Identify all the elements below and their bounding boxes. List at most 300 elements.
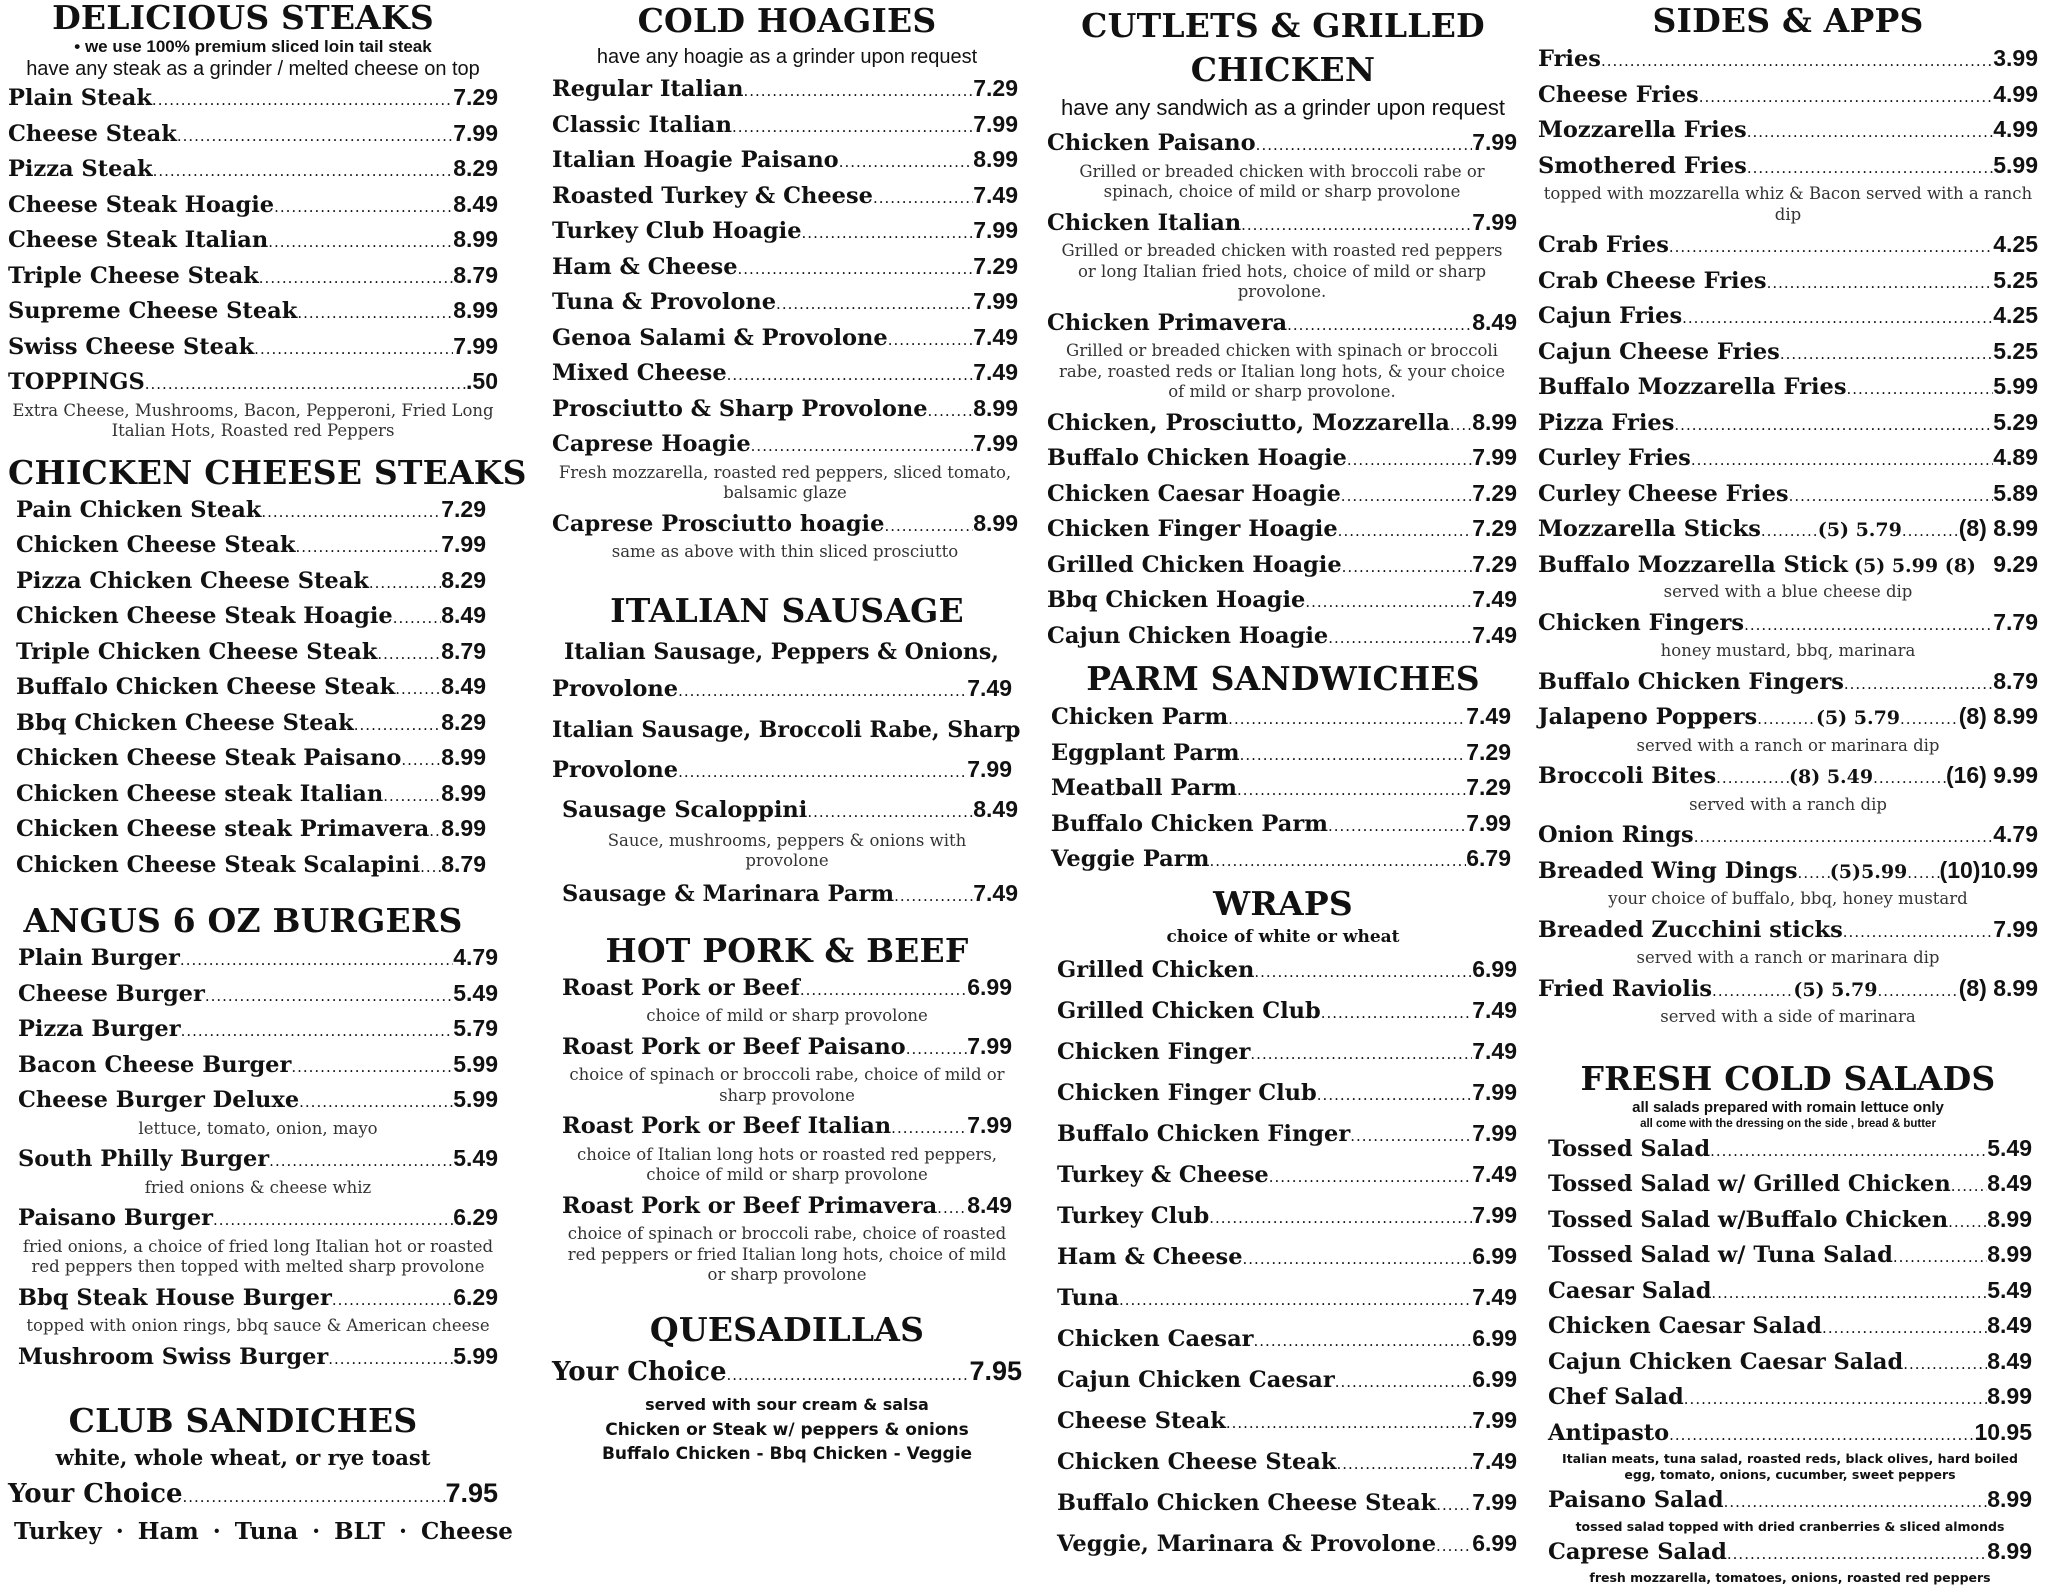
menu-item (1057, 950, 1517, 991)
item-name: Cheese Steak (8, 118, 177, 151)
item-price: 7.29 (1466, 771, 1511, 804)
leader-dots (332, 1284, 453, 1317)
menu-item (1047, 126, 1517, 162)
item-name: Cajun Chicken Hoagie (1047, 620, 1328, 653)
item-name: Cajun Fries (1538, 300, 1682, 333)
item-price: 6.99 (1472, 1319, 1517, 1357)
menu-item (1538, 113, 2038, 149)
leader-dots (1269, 1158, 1473, 1196)
leader-dots (1907, 857, 1939, 890)
leader-dots (678, 673, 967, 709)
item-price: 7.49 (973, 321, 1018, 354)
section-title: SIDES & APPS (1538, 0, 2038, 42)
item-name: Sausage Scaloppini (562, 791, 807, 829)
item-name: Mozzarella Fries (1538, 114, 1747, 147)
section-chicken-cheese-steaks (8, 453, 498, 884)
menu-item (552, 214, 1018, 250)
leader-dots (738, 253, 974, 286)
item-price: 8.29 (441, 564, 486, 597)
item-name: Chicken Caesar Salad (1548, 1310, 1822, 1343)
leader-dots (213, 1204, 453, 1237)
item-price: 10.95 (1974, 1416, 2032, 1449)
menu-item (1548, 1309, 2032, 1345)
item-name: Classic Italian (552, 109, 732, 142)
item-name: Bbq Chicken Cheese Steak (16, 707, 354, 740)
leader-dots (269, 1145, 453, 1178)
menu-item (18, 1142, 498, 1178)
column-2 (552, 0, 1022, 1465)
leader-dots (1209, 1199, 1472, 1237)
item-name: Buffalo Chicken Fingers (1538, 666, 1844, 699)
menu-item (8, 1475, 498, 1515)
menu-item (16, 706, 486, 742)
item-description: served with a blue cheese dip (1538, 582, 2038, 606)
item-price: 4.25 (1993, 299, 2038, 332)
section-subtitle: have any hoagie as a grinder upon request (552, 42, 1022, 72)
item-description: same as above with thin sliced prosciutto (552, 542, 1018, 566)
item-name: Fried Raviolis (1538, 973, 1712, 1006)
item-name: Sausage & Marinara Parm (562, 877, 894, 911)
item-price: 7.99 (973, 214, 1018, 247)
leader-dots (1347, 444, 1472, 477)
section-title: DELICIOUS STEAKS (8, 0, 498, 36)
menu-item (1047, 306, 1517, 342)
menu-item (1538, 913, 2038, 949)
item-price: 7.99 (1472, 1114, 1517, 1152)
menu-item (1538, 441, 2038, 477)
menu-item (1548, 1274, 2032, 1310)
menu-item (1538, 406, 2038, 442)
item-price: (8) 8.99 (1959, 972, 2038, 1005)
leader-dots (1243, 1240, 1473, 1278)
leader-dots (1699, 81, 1994, 114)
item-price: 7.99 (967, 1030, 1012, 1063)
menu-item (1538, 370, 2038, 406)
menu-item (1548, 1132, 2032, 1168)
leader-dots (1669, 1419, 1974, 1452)
leader-dots (254, 333, 453, 366)
section-subtitle: have any steak as a grinder / melted cheese on top (8, 57, 498, 81)
item-name: Fries (1538, 43, 1601, 76)
item-name: Chef Salad (1548, 1381, 1684, 1414)
menu-item (552, 321, 1018, 357)
leader-dots (906, 1033, 968, 1066)
item-options: Buffalo Chicken - Bbq Chicken - Veggie (552, 1443, 1022, 1465)
item-price: 7.29 (973, 72, 1018, 105)
item-description: Grilled or breaded chicken with spinach or broccoli rabe, roasted reds or Italian long hots, & your choice of mild or sharp provolone. (1047, 341, 1517, 406)
leader-dots (1328, 810, 1466, 843)
item-price: 5.49 (1987, 1132, 2032, 1165)
item-price: 6.99 (1472, 1524, 1517, 1562)
item-name: Chicken Italian (1047, 207, 1241, 240)
item-price: 5.29 (1993, 406, 2038, 439)
item-list (562, 971, 1012, 1289)
item-description: served with a side of marinara (1538, 1007, 2038, 1031)
section-quesadillas (552, 1307, 1022, 1465)
section-title: HOT PORK & BEEF (552, 931, 1022, 971)
item-name: Prosciutto & Sharp Provolone (552, 393, 928, 426)
menu-item (1538, 759, 2038, 795)
item-name: Pizza Chicken Cheese Steak (16, 565, 369, 598)
item-price: 8.49 (441, 599, 486, 632)
item-price: 5.49 (453, 1142, 498, 1175)
menu-item (552, 670, 1012, 709)
leader-dots (291, 1051, 453, 1084)
leader-dots (1336, 1445, 1472, 1483)
menu-item (1538, 665, 2038, 701)
item-list (1548, 1132, 2032, 1586)
item-description: your choice of buffalo, bbq, honey mustard (1538, 889, 2038, 913)
item-name: Turkey Club (1057, 1197, 1209, 1235)
leader-dots (1601, 45, 1993, 78)
item-price: 7.49 (973, 179, 1018, 212)
item-price: 8.99 (973, 507, 1018, 540)
item-name: Cajun Cheese Fries (1538, 336, 1780, 369)
item-price: 7.29 (1466, 736, 1511, 769)
item-name: Roast Pork or Beef (562, 972, 800, 1005)
item-price: 5.49 (453, 977, 498, 1010)
item-name: Pain Chicken Steak (16, 494, 261, 527)
item-price: 8.79 (1993, 665, 2038, 698)
item-name: Jalapeno Poppers (1538, 701, 1757, 734)
menu-item (552, 179, 1018, 215)
menu-item (1047, 406, 1517, 442)
menu-item (1538, 78, 2038, 114)
column-3 (1043, 0, 1523, 1565)
item-description: topped with onion rings, bbq sauce & American cheese (18, 1316, 498, 1340)
item-price: 4.79 (453, 941, 498, 974)
section-parm (1043, 658, 1523, 878)
item-name: Grilled Chicken Hoagie (1047, 549, 1342, 582)
leader-dots (1847, 373, 1994, 406)
menu-item (1548, 1483, 2032, 1519)
item-price: 8.29 (441, 706, 486, 739)
leader-dots (377, 638, 441, 671)
menu-item (1057, 1360, 1517, 1401)
leader-dots (1250, 1035, 1472, 1073)
item-price: 7.99 (453, 117, 498, 150)
item-price: 7.99 (973, 108, 1018, 141)
item-name: Tossed Salad (1548, 1133, 1710, 1166)
item-name: Roast Pork or Beef Primavera (562, 1190, 937, 1223)
item-name: Cheese Steak Italian (8, 224, 268, 257)
leader-dots (1843, 916, 1993, 949)
item-name: Veggie Parm (1051, 843, 1209, 876)
item-name: Paisano Burger (18, 1202, 213, 1235)
item-description: Italian meats, tuna salad, roasted reds, black olives, hard boiled egg, tomato, onions, cucumber, sweet peppers (1548, 1451, 2032, 1483)
leader-dots (1119, 1281, 1472, 1319)
item-price: 8.49 (973, 790, 1018, 828)
item-description: Sauce, mushrooms, peppers & onions with provolone (552, 831, 1022, 876)
item-name: Bbq Steak House Burger (18, 1282, 332, 1315)
menu-item (1051, 807, 1511, 843)
item-price: 8.49 (1987, 1345, 2032, 1378)
item-description: tossed salad topped with dried cranberries & sliced almonds (1548, 1519, 2032, 1535)
item-price: 7.99 (967, 751, 1012, 787)
item-price: 7.29 (453, 81, 498, 114)
item-price: 9.29 (1993, 548, 2038, 581)
menu-item (1057, 1114, 1517, 1155)
leader-dots (802, 217, 974, 250)
item-name: Buffalo Mozzarella Stick (1538, 549, 1848, 582)
item-name: Crab Cheese Fries (1538, 265, 1767, 298)
item-description: choice of Italian long hots or roasted red peppers, choice of mild or sharp provolone (562, 1145, 1012, 1189)
item-list (1051, 700, 1511, 878)
leader-dots (295, 531, 441, 564)
item-price: 7.99 (967, 1109, 1012, 1142)
menu-item (1047, 477, 1517, 513)
item-name: Breaded Wing Dings (1538, 855, 1798, 888)
leader-dots (1240, 739, 1467, 772)
leader-dots (1237, 774, 1466, 807)
item-price: 5.25 (1993, 335, 2038, 368)
item-name: Buffalo Mozzarella Fries (1538, 371, 1847, 404)
menu-item (18, 1048, 498, 1084)
item-price: 7.95 (445, 1475, 498, 1511)
item-name: Tuna & Provolone (552, 286, 776, 319)
menu-item (1538, 299, 2038, 335)
item-price: 7.99 (1472, 1483, 1517, 1521)
section-title: FRESH COLD SALADS (1538, 1059, 2038, 1099)
item-name: Roast Pork or Beef Paisano (562, 1031, 906, 1064)
item-price: 8.99 (441, 812, 486, 845)
leader-dots (1241, 209, 1472, 242)
section-title: CHICKEN (1043, 50, 1523, 90)
menu-item (1047, 206, 1517, 242)
item-name: Chicken Caesar Hoagie (1047, 478, 1341, 511)
item-price: 5.99 (1993, 149, 2038, 182)
item-price-small: (5)5.99 (1830, 856, 1907, 889)
leader-dots (182, 1479, 445, 1515)
item-price: 5.99 (453, 1340, 498, 1373)
leader-dots (1341, 480, 1472, 513)
item-name: Tuna (1057, 1279, 1119, 1317)
menu-item (18, 941, 498, 977)
item-name: Turkey Club Hoagie (552, 215, 802, 248)
item-price: 7.99 (1472, 206, 1517, 239)
item-price: 7.29 (1472, 512, 1517, 545)
item-name: Chicken Cheese Steak (16, 529, 295, 562)
item-name: Smothered Fries (1538, 150, 1747, 183)
item-name: Supreme Cheese Steak (8, 295, 297, 328)
menu-item (16, 564, 486, 600)
item-description: served with a ranch or marinara dip (1538, 736, 2038, 760)
menu-item (1548, 1203, 2032, 1239)
item-list (552, 72, 1018, 566)
menu-item (8, 259, 498, 295)
item-name: Cheese Steak Hoagie (8, 189, 274, 222)
section-title: CLUB SANDICHES (8, 1401, 498, 1441)
item-name: Provolone (552, 671, 678, 707)
item-name: Roasted Turkey & Cheese (552, 180, 873, 213)
item-name: Paisano Salad (1548, 1484, 1724, 1517)
leader-dots (839, 146, 974, 179)
item-name: Veggie, Marinara & Provolone (1057, 1525, 1436, 1563)
item-name: Chicken, Prosciutto, Mozzarella (1047, 407, 1450, 440)
item-price: 7.49 (1472, 583, 1517, 616)
section-subtitle: have any sandwich as a grinder upon request (1043, 90, 1523, 126)
item-price: .50 (466, 365, 498, 398)
item-name: Provolone (552, 752, 678, 788)
section-title: CUTLETS & GRILLED (1043, 2, 1523, 50)
item-name: Caprese Prosciutto hoagie (552, 508, 884, 541)
menu-item (1057, 1073, 1517, 1114)
item-price: 7.99 (1466, 807, 1511, 840)
section-title: QUESADILLAS (552, 1307, 1022, 1353)
item-name: Broccoli Bites (1538, 760, 1716, 793)
menu-item (1057, 1237, 1517, 1278)
menu-item (1057, 1155, 1517, 1196)
item-name: Onion Rings (1538, 819, 1694, 852)
item-name: Caesar Salad (1548, 1275, 1711, 1308)
menu-item (16, 848, 486, 884)
leader-dots (1902, 515, 1959, 548)
menu-item (552, 143, 1018, 179)
item-price: 7.49 (1472, 991, 1517, 1029)
leader-dots (1287, 309, 1472, 342)
leader-dots (928, 395, 974, 428)
menu-item (1548, 1167, 2032, 1203)
item-price: 7.99 (973, 427, 1018, 460)
section-sides (1538, 0, 2038, 1031)
leader-dots (1747, 152, 1993, 185)
item-price-small: (5) 5.79 (1818, 514, 1902, 547)
leader-dots (1767, 267, 1994, 300)
section-wraps (1043, 884, 1523, 1565)
leader-dots (1747, 116, 1994, 149)
item-price: 8.99 (453, 223, 498, 256)
item-name: Chicken Finger Club (1057, 1074, 1317, 1112)
item-name: Meatball Parm (1051, 772, 1237, 805)
item-name: Triple Cheese Steak (8, 260, 259, 293)
item-price: 7.29 (1472, 477, 1517, 510)
item-description: choice of spinach or broccoli rabe, choice of mild or sharp provolone (562, 1065, 1012, 1109)
item-name: South Philly Burger (18, 1143, 269, 1176)
leader-dots (383, 780, 441, 813)
item-name: Triple Chicken Cheese Steak (16, 636, 377, 669)
menu-item (1538, 818, 2038, 854)
leader-dots (1694, 821, 1994, 854)
menu-item (562, 790, 1018, 831)
leader-dots (274, 191, 453, 224)
section-hot-pork-beef (552, 931, 1022, 1289)
menu-item (1057, 1278, 1517, 1319)
item-price: 4.99 (1993, 113, 2038, 146)
item-price: 8.49 (1987, 1309, 2032, 1342)
item-name: Chicken Fingers (1538, 607, 1744, 640)
item-name: Your Choice (8, 1476, 182, 1512)
item-name: TOPPINGS (8, 366, 145, 399)
menu-item (1057, 1524, 1517, 1565)
section-note: • we use 100% premium sliced loin tail steak (8, 36, 498, 57)
leader-dots (807, 793, 973, 831)
item-name: Italian Hoagie Paisano (552, 144, 839, 177)
leader-dots (1669, 231, 1993, 264)
item-price: 8.99 (1472, 406, 1517, 439)
item-description: fried onions, a choice of fried long Italian hot or roasted red peppers then topped with melted sharp provolone (18, 1237, 498, 1281)
item-price: 7.99 (1472, 441, 1517, 474)
item-description: Grilled or breaded chicken with roasted red peppers or long Italian fried hots, choice of mild or sharp provolone. (1047, 241, 1517, 306)
item-price: 7.99 (973, 285, 1018, 318)
item-price: 8.99 (973, 392, 1018, 425)
leader-dots (1350, 1117, 1472, 1155)
leader-dots (1436, 1527, 1472, 1565)
leader-dots (1877, 975, 1958, 1008)
item-name: Breaded Zucchini sticks (1538, 914, 1843, 947)
item-name: Eggplant Parm (1051, 737, 1240, 770)
menu-item (562, 1189, 1012, 1225)
menu-item (1538, 854, 2038, 890)
leader-dots (800, 974, 967, 1007)
menu-item (552, 507, 1018, 543)
item-price: 4.89 (1993, 441, 2038, 474)
section-subtitle: choice of white or wheat (1043, 924, 1523, 950)
menu-item (1538, 512, 2038, 548)
menu-item (1051, 842, 1511, 878)
menu-item (562, 1030, 1012, 1066)
menu-item (1538, 700, 2038, 736)
menu-item (562, 971, 1012, 1007)
menu-item (1057, 1196, 1517, 1237)
item-name: Curley Fries (1538, 442, 1691, 475)
item-name: Pizza Fries (1538, 407, 1674, 440)
section-title: CHICKEN CHEESE STEAKS (8, 453, 498, 493)
item-name: Italian Sausage, Peppers & Onions, (552, 634, 1022, 670)
leader-dots (1342, 551, 1473, 584)
item-name: Cheese Steak (1057, 1402, 1226, 1440)
menu-item (16, 777, 486, 813)
item-price: 8.99 (1987, 1380, 2032, 1413)
column-1 (8, 0, 498, 1549)
item-description: Extra Cheese, Mushrooms, Bacon, Pepperoni, Fried Long Italian Hots, Roasted red Peppers (8, 401, 498, 445)
item-name: Curley Cheese Fries (1538, 478, 1789, 511)
leader-dots (401, 744, 441, 777)
menu-item (552, 751, 1012, 790)
leader-dots (727, 359, 974, 392)
item-price-small: (5) 5.79 (1816, 702, 1900, 735)
section-title: PARM SANDWICHES (1043, 658, 1523, 700)
leader-dots (205, 980, 453, 1013)
item-description: honey mustard, bbq, marinara (1538, 641, 2038, 665)
item-price: 6.29 (453, 1281, 498, 1314)
leader-dots (1682, 302, 1993, 335)
item-name: Tossed Salad w/ Grilled Chicken (1548, 1168, 1951, 1201)
item-price: 7.49 (1472, 1442, 1517, 1480)
leader-dots (1744, 609, 1993, 642)
item-description: topped with mozzarella whiz & Bacon served with a ranch dip (1538, 184, 2038, 228)
item-name: Bbq Chicken Hoagie (1047, 584, 1305, 617)
item-price: 5.49 (1987, 1274, 2032, 1307)
item-price: 8.99 (1987, 1535, 2032, 1568)
leader-dots (1317, 1076, 1472, 1114)
item-description: lettuce, tomato, onion, mayo (18, 1119, 498, 1143)
section-subtitle: served with sour cream & salsa (552, 1393, 1022, 1417)
leader-dots (1761, 515, 1818, 548)
item-description: served with a ranch or marinara dip (1538, 948, 2038, 972)
section-subtitle: white, whole wheat, or rye toast (8, 1441, 498, 1475)
item-price: 8.99 (441, 777, 486, 810)
item-price: 7.99 (1993, 913, 2038, 946)
leader-dots (743, 75, 973, 108)
item-name: Chicken Finger (1057, 1033, 1250, 1071)
leader-dots (1691, 444, 1993, 477)
item-name: Chicken Cheese Steak Scalapini (16, 849, 420, 882)
section-title: COLD HOAGIES (552, 0, 1022, 42)
section-italian-sausage (552, 588, 1022, 913)
item-list (1057, 950, 1517, 1565)
item-options: Chicken or Steak w/ peppers & onions (552, 1417, 1022, 1443)
item-name: Crab Fries (1538, 229, 1669, 262)
